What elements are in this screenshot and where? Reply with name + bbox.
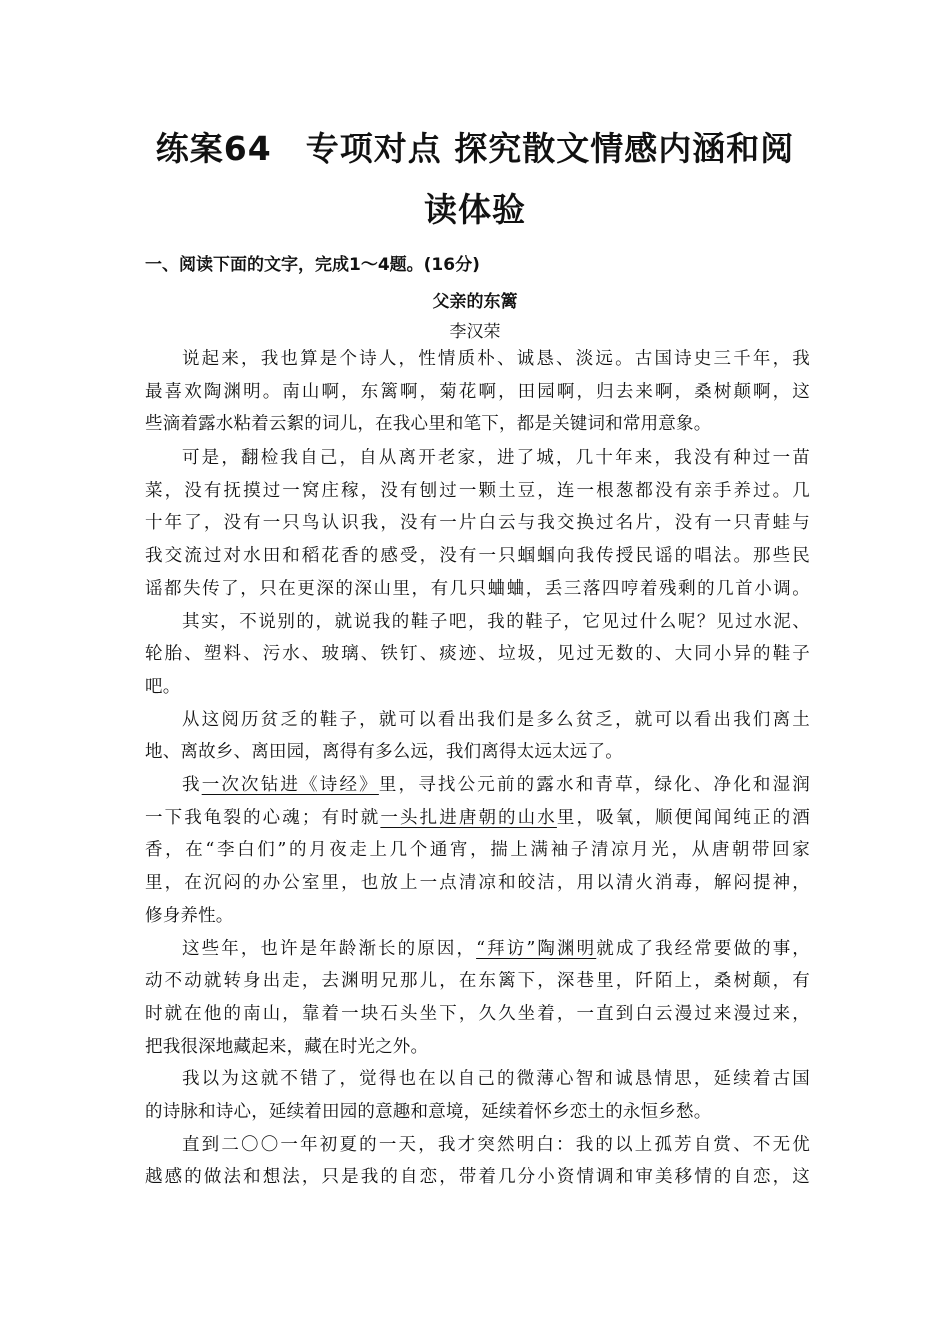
- article-title: 父亲的东篱: [432, 292, 518, 312]
- text-line: 里，在沉闷的办公室里，也放上一点清凉和皎洁，用以清火消毒，解闷提神，: [145, 873, 810, 893]
- text-line: 菜，没有抚摸过一窝庄稼，没有刨过一颗土豆，连一根葱都没有亲手养过。几: [145, 481, 810, 501]
- text-line: 这些年，也许是年龄渐长的原因，“拜访”陶渊明就成了我经常要做的事，: [182, 939, 810, 959]
- text-line: 把我很深地藏起来，藏在时光之外。: [145, 1037, 429, 1057]
- underlined-phrase: 一头扎进唐朝的山水: [380, 808, 557, 828]
- text-line: 可是，翻检我自己，自从离开老家，进了城，几十年来，我没有种过一苗: [182, 448, 810, 468]
- text-line: 谣都失传了，只在更深的深山里，有几只蛐蛐，丢三落四哼着残剩的几首小调。: [145, 579, 810, 599]
- text-line: 一下我龟裂的心魂；有时就一头扎进唐朝的山水里，吸氧，顺便闻闻纯正的酒: [145, 808, 810, 828]
- underlined-phrase: 一次次钻进《诗经》: [201, 775, 379, 795]
- text-line: 我一次次钻进《诗经》里，寻找公元前的露水和青草，绿化、净化和湿润: [182, 775, 810, 795]
- text-line: 修身养性。: [145, 906, 234, 926]
- page-title-line-2: 读体验: [424, 190, 526, 229]
- text-line: 时就在他的南山，靠着一块石头坐下，久久坐着，一直到白云漫过来漫过来，: [145, 1004, 810, 1024]
- page-title-line-1: 练案64 专项对点 探究散文情感内涵和阅: [155, 129, 795, 168]
- underlined-phrase: “拜访”陶渊明: [476, 939, 597, 959]
- article-author: 李汉荣: [449, 322, 501, 342]
- text-line: 说起来，我也算是个诗人，性情质朴、诚恳、淡远。古国诗史三千年，我: [182, 349, 810, 369]
- text-line: 我交流过对水田和稻花香的感受，没有一只蝈蝈向我传授民谣的唱法。那些民: [145, 546, 810, 566]
- text-line: 从这阅历贫乏的鞋子，就可以看出我们是多么贫乏，就可以看出我们离土: [182, 710, 810, 730]
- text-line: 轮胎、塑料、污水、玻璃、铁钉、痰迹、垃圾，见过无数的、大同小异的鞋子: [145, 644, 810, 664]
- text-line: 十年了，没有一只鸟认识我，没有一片白云与我交换过名片，没有一只青蛙与: [145, 513, 810, 533]
- text-line: 我以为这就不错了，觉得也在以自己的微薄心智和诚恳情思，延续着古国: [182, 1069, 810, 1089]
- text-line: 越感的做法和想法，只是我的自恋，带着几分小资情调和审美移情的自恋，这: [145, 1167, 810, 1187]
- text-line: 的诗脉和诗心，延续着田园的意趣和意境，延续着怀乡恋土的永恒乡愁。: [145, 1102, 712, 1122]
- text-line: 吧。: [145, 677, 181, 697]
- text-line: 直到二〇〇一年初夏的一天，我才突然明白：我的以上孤芳自赏、不无优: [182, 1135, 810, 1155]
- text-line: 香，在“李白们”的月夜走上几个通宵，揣上满袖子清凉月光，从唐朝带回家: [145, 840, 810, 860]
- text-line: 动不动就转身出走，去渊明兄那儿，在东篱下，深巷里，阡陌上，桑树颠，有: [145, 971, 810, 991]
- text-line: 最喜欢陶渊明。南山啊，东篱啊，菊花啊，田园啊，归去来啊，桑树颠啊，这: [145, 382, 810, 402]
- text-line: 其实，不说别的，就说我的鞋子吧，我的鞋子，它见过什么呢？见过水泥、: [182, 612, 810, 632]
- section-heading: 一、阅读下面的文字，完成1～4题。(16分): [145, 255, 480, 275]
- text-line: 些滴着露水粘着云絮的词儿，在我心里和笔下，都是关键词和常用意象。: [145, 414, 712, 434]
- text-line: 地、离故乡、离田园，离得有多么远，我们离得太远太远了。: [145, 742, 623, 762]
